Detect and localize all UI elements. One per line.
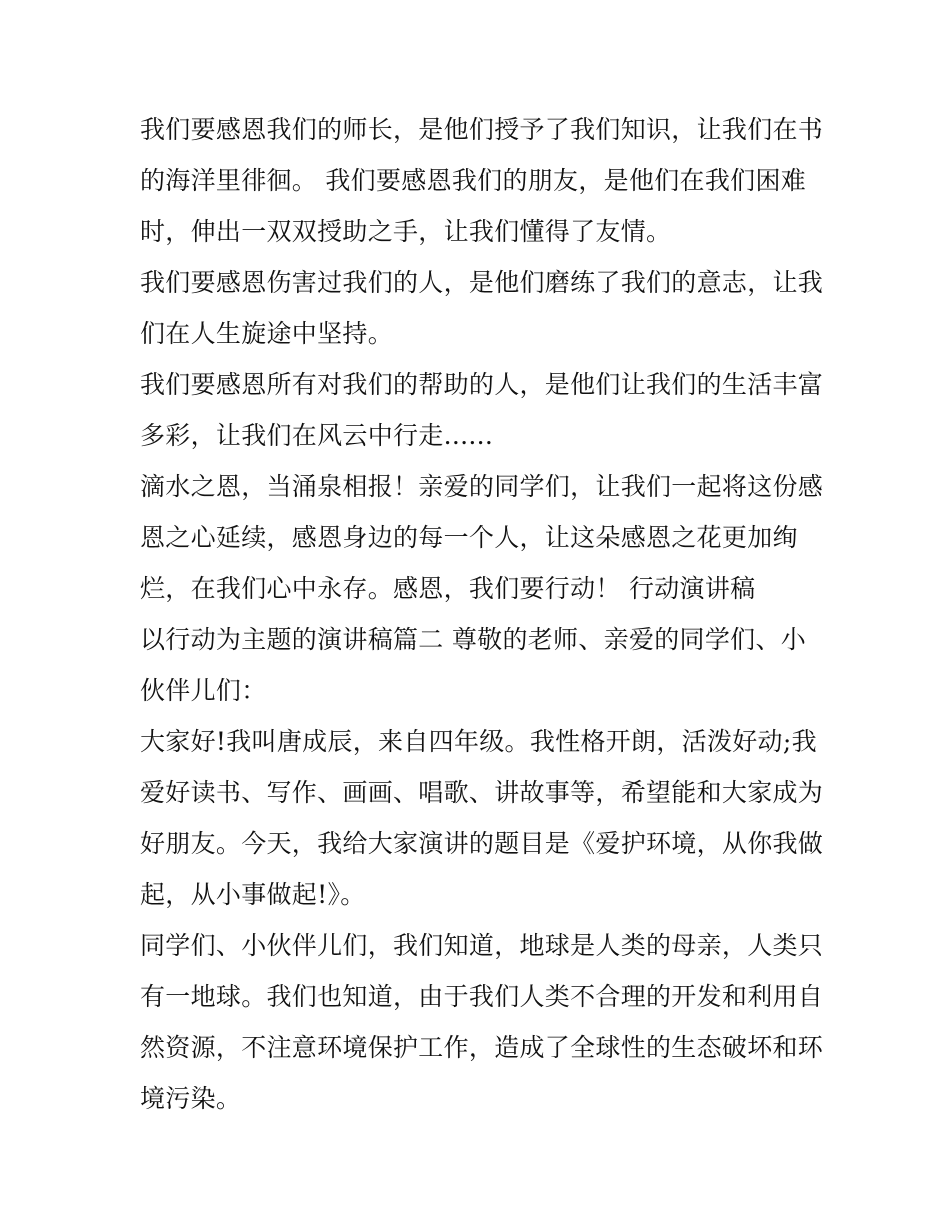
text-line: 大家好!我叫唐成辰，来自四年级。我性格开朗，活泼好动;我 <box>140 727 817 756</box>
text-line: 多彩，让我们在风云中行走...... <box>140 421 494 450</box>
text-line: 然资源，不注意环境保护工作，造成了全球性的生态破坏和环 <box>140 1033 824 1062</box>
text-line: 们在人生旋途中坚持。 <box>140 319 394 348</box>
text-line: 恩之心延续，感恩身边的每一个人，让这朵感恩之花更加绚 <box>140 523 798 552</box>
text-line: 时，伸出一双双授助之手，让我们懂得了友情。 <box>140 217 672 246</box>
text-line: 境污染。 <box>140 1084 242 1113</box>
text-line: 起，从小事做起!》。 <box>140 880 366 909</box>
text-line: 伙伴儿们： <box>140 676 267 705</box>
text-line: 我们要感恩伤害过我们的人，是他们磨练了我们的意志，让我 <box>140 268 824 297</box>
text-line: 爱好读书、写作、画画、唱歌、讲故事等，希望能和大家成为 <box>140 778 824 807</box>
text-line: 烂，在我们心中永存。感恩，我们要行动！ 行动演讲稿 <box>140 574 756 603</box>
text-line: 我们要感恩所有对我们的帮助的人，是他们让我们的生活丰富 <box>140 370 824 399</box>
text-line: 滴水之恩，当涌泉相报！亲爱的同学们，让我们一起将这份感 <box>140 472 824 501</box>
text-line: 同学们、小伙伴儿们，我们知道，地球是人类的母亲，人类只 <box>140 931 824 960</box>
text-line: 好朋友。今天，我给大家演讲的题目是《爱护环境，从你我做 <box>140 829 824 858</box>
text-line: 有一地球。我们也知道，由于我们人类不合理的开发和利用自 <box>140 982 824 1011</box>
text-line: 的海洋里徘徊。 我们要感恩我们的朋友，是他们在我们困难 <box>140 166 807 195</box>
text-line: 以行动为主题的演讲稿篇二 尊敬的老师、亲爱的同学们、小 <box>140 625 807 654</box>
text-line: 我们要感恩我们的师长，是他们授予了我们知识，让我们在书 <box>140 115 824 144</box>
